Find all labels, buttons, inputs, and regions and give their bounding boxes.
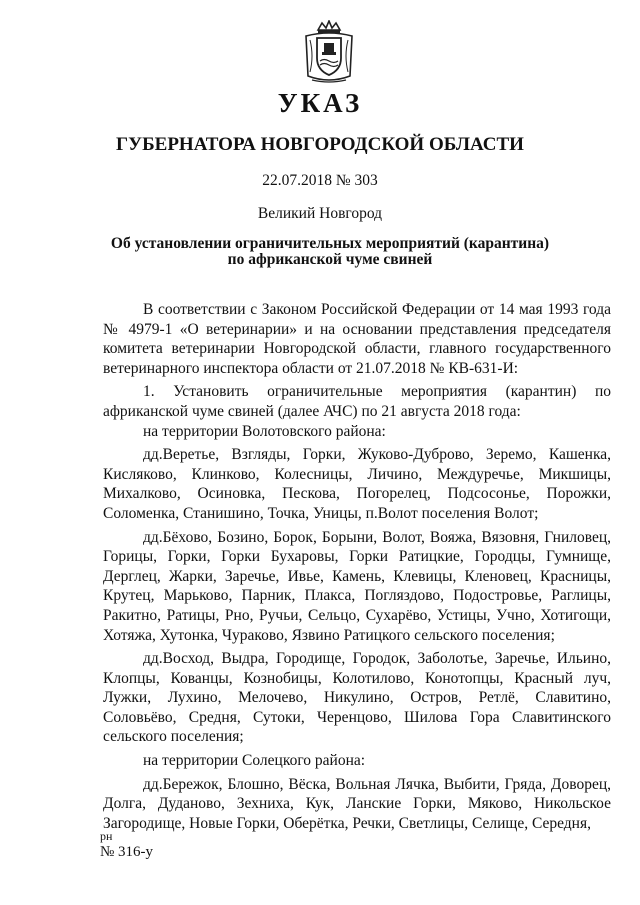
document-title: УКАЗ [277, 88, 363, 118]
document-footer [100, 828, 153, 860]
village-list-paragraph: дд.Бережок, Блошно, Вёска, Вольная Лячка, Выбити, Гряда, Доворец, Долга, Дуданово, Зехниха, Кук, Ланские Горки, Мяково, Никольское Загородище, Новые Горки, Оберётка, Речки, Светлицы, Селище, Середня, [103, 775, 611, 832]
preamble-paragraph: В соответствии с Законом Российской Федерации от 14 мая 1993 года № 4979-1 «О ветеринарии» и на основании представления председателя комитета ветеринарии Новгородской области, главного государственного ветеринарного инспектора области от 21.07.2018 № КВ-631-И: [103, 301, 611, 377]
document-subtitle: ГУБЕРНАТОРА НОВГОРОДСКОЙ ОБЛАСТИ [116, 134, 524, 155]
registration-number: № 316-у [100, 844, 154, 860]
village-list-paragraph: дд.Веретье, Взгляды, Горки, Жуково-Дуброво, Зеремо, Кашенка, Кисляково, Клинково, Колесницы, Личино, Междуречье, Микшицы, Михалково, Осиновка, Пескова, Погорелец, Подсосонье, Порожки, Соломенка, Станишино, Точка, Уницы, п.Волот поселения Волот; [103, 446, 611, 522]
village-list-paragraph: дд.Бёхово, Бозино, Борок, Борыни, Волот, Вояжа, Вязовня, Гниловец, Горицы, Горки, Горки Бухаровы, Горки Ратицкие, Городцы, Гумнище, Дерглец, Жарки, Заречье, Ивье, Камень, Клевицы, Кленовец, Красницы, Крутец, Марьково, Парник, Плакса, Погляздово, Подостровье, Раглицы, Ракитно, Ратицы, Рно, Ручьи, Сельцо, Сухарёво, Устицы, Учно, Хотигощи, Хотяжа, Хутонка, Чураково, Язвино Ратицкого сельского поселения; [103, 528, 611, 644]
city: Великий Новгород [257, 205, 383, 222]
clause-paragraph: 1. Установить ограничительные мероприятия (карантин) по африканской чуме свиней (далее АЧС) по 21 августа 2018 года: [103, 383, 611, 420]
district-paragraph: на территории Солецкого района: [143, 752, 366, 770]
village-list-paragraph: дд.Восход, Выдра, Городище, Городок, Заболотье, Заречье, Ильино, Клопцы, Кованцы, Кознобицы, Колотилово, Конотопцы, Красный луч, Лужки, Лухино, Мелочево, Никулино, Остров, Ретлё, Славитино, Соловьёво, Средня, Сутоки, Черенцово, Шилова Гора Славитинского сельского поселения; [103, 650, 611, 746]
coat-of-arms-icon [300, 20, 358, 84]
district-paragraph: на территории Волотовского района: [143, 422, 386, 440]
document-body [103, 300, 611, 833]
document-heading [100, 236, 560, 268]
heading-line: по африканской чуме свиней [227, 251, 433, 268]
heading-line: Об установлении ограничительных мероприятий (карантина) [110, 235, 550, 252]
date-and-number: 22.07.2018 № 303 [262, 172, 378, 189]
registration-code: рн [100, 829, 113, 843]
